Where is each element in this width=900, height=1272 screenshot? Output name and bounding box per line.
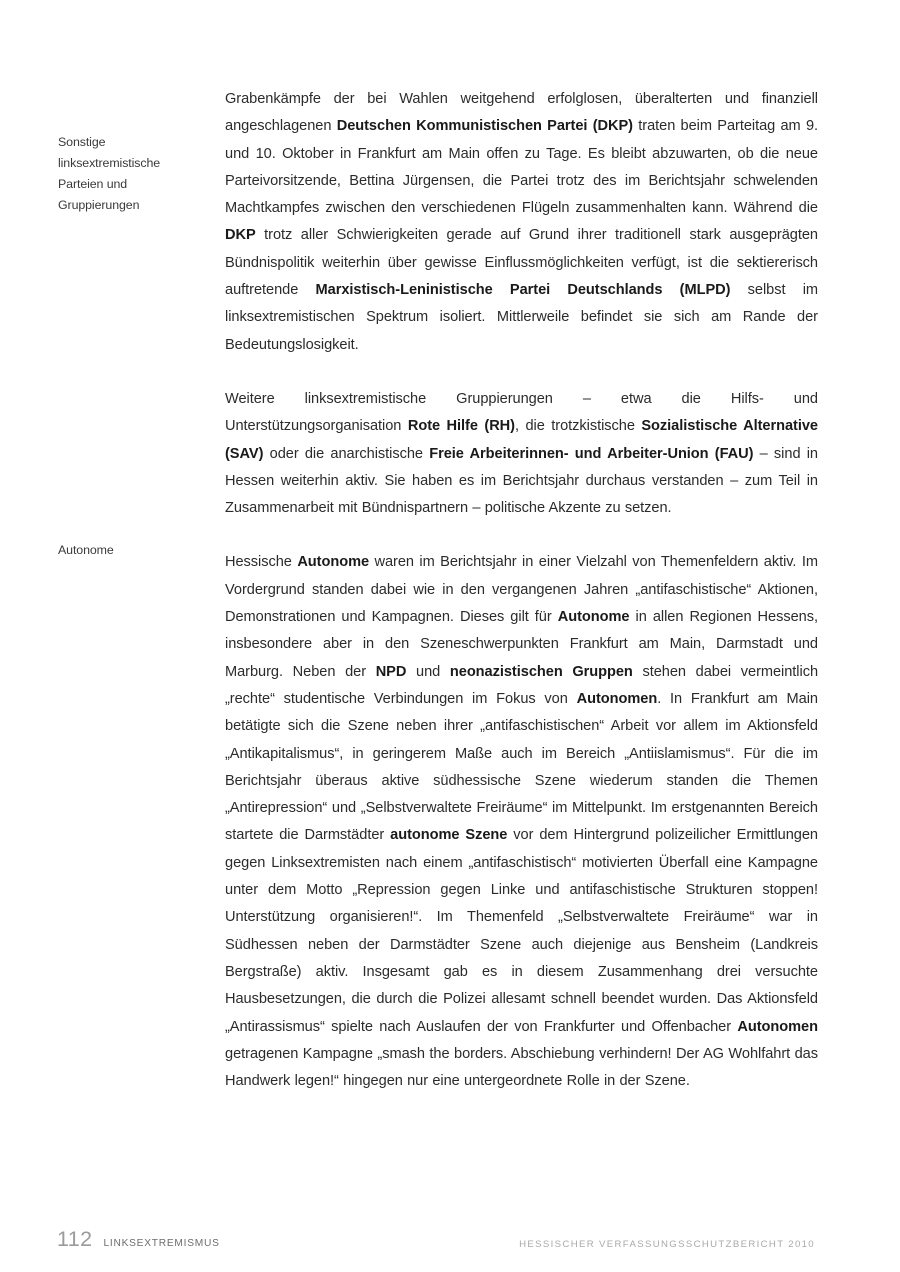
- emphasis-text: Marxistisch-Leninistische Partei Deutschlands (MLPD): [315, 282, 731, 299]
- body-text: Weitere linksextremistische Gruppierungen – etwa die Hilfs- und Unterstützungsorganisation: [225, 390, 818, 435]
- margin-note-parteien: [58, 132, 210, 216]
- body-text: trotz aller Schwierigkeiten gerade auf Grund ihrer traditionell stark ausgeprägten Bündnispolitik weiterhin über gewisse Einflussmöglichkeiten verfügt, ist die sektiererisch auftretende: [225, 227, 818, 299]
- body-text: vor dem Hintergrund polizeilicher Ermittlungen gegen Linksextremisten nach einem „antifaschistisch“ motivierten Überfall eine Kampagne unter dem Motto „Repression gegen Linke und antifaschistische Strukturen stoppen! Unterstützung organisieren!“. Im Themenfeld „Selbstverwaltete Freiräume“ war in Südhessen neben der Darmstädter Szene auch diejenige aus Bensheim (Landkreis Bergstraße) aktiv. Insgesamt gab es in diesem Zusammenhang drei versuchte Hausbesetzungen, die durch die Polizei allesamt schnell beendet wurden. Das Aktionsfeld „Antirassismus“ spielte nach Auslaufen der von Frankfurter und Offenbacher: [225, 827, 818, 1035]
- body-text: stehen dabei vermeintlich „rechte“ studentische Verbindungen im Fokus von: [225, 663, 819, 707]
- section-name: LINKSEXTREMISMUS: [103, 1238, 220, 1249]
- paragraph: [225, 386, 818, 522]
- emphasis-text: DKP: [225, 227, 256, 244]
- emphasis-text: Autonomen: [576, 690, 658, 707]
- body-text: , die trotzkistische: [514, 418, 642, 435]
- emphasis-text: Autonome: [297, 554, 370, 571]
- report-title: HESSISCHER VERFASSUNGSSCHUTZBERICHT 2010: [519, 1239, 815, 1250]
- margin-note-line: Autonome: [58, 543, 114, 557]
- emphasis-text: Deutschen Kommunistischen Partei (DKP): [336, 118, 633, 135]
- body-text: waren im Berichtsjahr in einer Vielzahl von Themenfeldern aktiv. Im Vordergrund standen dabei wie in den vergangenen Jahren „antifaschistische“ Aktionen, Demonstrationen und Kampagnen. Dieses gilt für: [225, 554, 818, 626]
- body-text: traten beim Parteitag am 9. und 10. Oktober in Frankfurt am Main offen zu Tage. Es bleibt abzuwarten, ob die neue Parteivorsitzende, Bettina Jürgensen, die Partei trotz des im Berichtsjahr schwelenden Machtkampfes zwischen den verschiedenen Flügeln zusammenhalten kann. Während die: [225, 118, 819, 217]
- emphasis-text: Rote Hilfe (RH): [407, 418, 515, 435]
- page-number: 112: [57, 1227, 93, 1251]
- body-text: – sind in Hessen weiterhin aktiv. Sie haben es im Berichtsjahr durchaus verstanden – zum Teil in Zusammenarbeit mit Bündnispartnern – politische Akzente zu setzen.: [225, 445, 818, 517]
- body-text: Grabenkämpfe der bei Wahlen weitgehend erfolglosen, überalterten und finanziell angeschlagenen: [225, 91, 818, 135]
- emphasis-text: autonome Szene: [390, 827, 508, 844]
- body-text: . In Frankfurt am Main betätigte sich die Szene neben ihrer „antifaschistischen“ Arbeit vor allem im Aktionsfeld „Antikapitalismus“, in geringerem Maße auch im Bereich „Antiislamismus“. Für die im Berichtsjahr überaus aktive südhessische Szene wiederum standen die Themen „Antirepression“ und „Selbstverwaltete Freiräume“ im Mittelpunkt. Im erstgenannten Bereich startete die Darmstädter: [225, 690, 818, 844]
- body-text: und: [406, 663, 450, 680]
- paragraph: [225, 86, 818, 359]
- body-text: Hessische: [225, 554, 298, 571]
- emphasis-text: Freie Arbeiterinnen- und Arbeiter-Union (FAU): [429, 445, 754, 462]
- emphasis-text: Sozialistische Alternative (SAV): [225, 418, 818, 462]
- emphasis-text: neonazistischen Gruppen: [449, 663, 633, 680]
- body-text: selbst im linksextremistischen Spektrum isoliert. Mittlerweile befindet sie sich am Rande der Bedeutungslosigkeit.: [225, 282, 819, 353]
- page-footer: [0, 1212, 900, 1252]
- emphasis-text: NPD: [375, 663, 407, 680]
- margin-note-line: Parteien und Gruppierungen: [58, 177, 140, 212]
- emphasis-text: Autonome: [557, 609, 630, 626]
- body-text-column: [225, 86, 818, 1095]
- margin-note-autonome: [58, 540, 210, 561]
- footer-left-group: [57, 1227, 220, 1252]
- body-text: getragenen Kampagne „smash the borders. Abschiebung verhindern! Der AG Wohlfahrt das Handwerk legen!“ hingegen nur eine untergeordnete Rolle in der Szene.: [225, 1045, 818, 1090]
- body-text: in allen Regionen Hessens, insbesondere aber in den Szeneschwerpunkten Frankfurt am Main, Darmstadt und Marburg. Neben der: [225, 609, 818, 680]
- body-text: oder die anarchistische: [263, 445, 430, 462]
- paragraph: [225, 549, 818, 1095]
- margin-note-line: Sonstige linksextremistische: [58, 135, 161, 170]
- emphasis-text: Autonomen: [737, 1018, 818, 1035]
